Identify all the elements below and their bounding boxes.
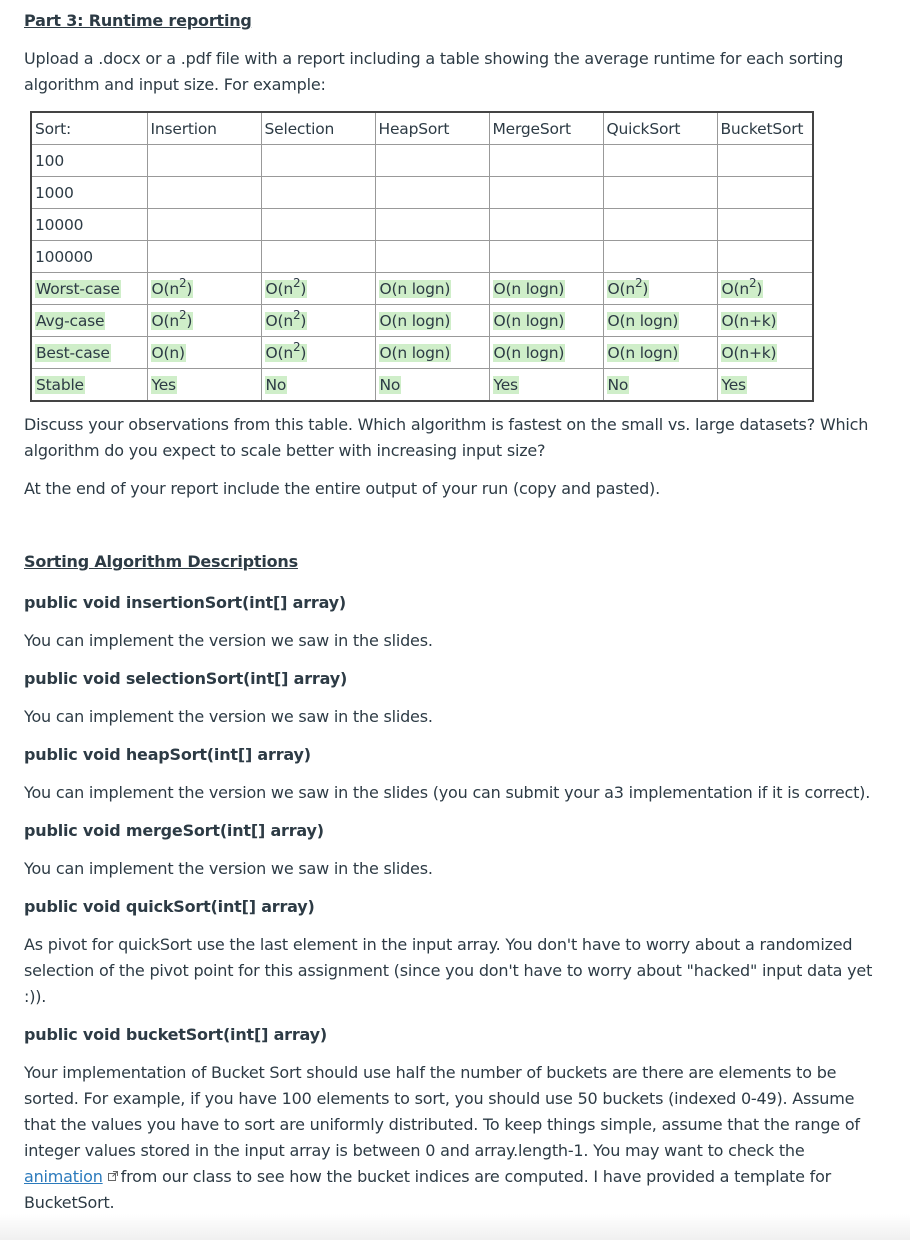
complexity-value <box>379 280 452 298</box>
descriptions-heading: Sorting Algorithm Descriptions <box>24 552 298 571</box>
complexity-label: Stable <box>36 375 84 394</box>
complexity-label-cell <box>31 273 147 305</box>
exponent: 2 <box>634 275 643 290</box>
table-row <box>31 273 813 305</box>
runtime-cell <box>147 209 261 241</box>
complexity-value <box>493 312 566 330</box>
runtime-cell <box>603 209 717 241</box>
size-label-cell: 1000 <box>31 177 147 209</box>
complexity-base: No <box>265 375 287 394</box>
complexity-base: O(n logn) <box>379 343 451 362</box>
runtime-cell <box>489 145 603 177</box>
size-label-cell: 100000 <box>31 241 147 273</box>
runtime-cell <box>489 177 603 209</box>
complexity-base: O(n logn) <box>493 279 565 298</box>
table-header-cell: Selection <box>261 112 375 145</box>
complexity-cell <box>717 337 813 369</box>
bucket-description <box>24 1060 864 1216</box>
runtime-cell <box>147 241 261 273</box>
complexity-cell <box>261 369 375 402</box>
bucket-description-text: Your implementation of Bucket Sort should use half the number of buckets are there are elements to be sorted. For example, if you have 100 elements to sort, you should use 50 buckets (indexed 0-49). Assume that the values you have to sort are uniformly distributed. To keep things simple, assume that the range of integer values stored in the input array is between 0 and array.length-1. You may want to check the <box>24 1063 860 1160</box>
runtime-cell <box>717 145 813 177</box>
complexity-base: O(n <box>265 279 293 298</box>
runtime-cell <box>261 241 375 273</box>
complexity-value <box>265 275 308 298</box>
complexity-value <box>721 344 778 362</box>
complexity-cell <box>603 369 717 402</box>
table-row <box>31 241 813 273</box>
complexity-value <box>151 344 186 362</box>
external-link-icon <box>108 1171 118 1181</box>
runtime-cell <box>489 209 603 241</box>
runtime-cell <box>375 209 489 241</box>
exponent: 2 <box>178 307 187 322</box>
complexity-cell <box>147 369 261 402</box>
runtime-cell <box>603 241 717 273</box>
complexity-value <box>607 275 650 298</box>
complexity-base: O(n logn) <box>607 343 679 362</box>
complexity-base: No <box>379 375 401 394</box>
table-header-cell: BucketSort <box>717 112 813 145</box>
table-header-row <box>31 112 813 145</box>
complexity-value <box>379 312 452 330</box>
complexity-cell <box>603 273 717 305</box>
complexity-value <box>493 376 519 394</box>
intro-paragraph: Upload a .docx or a .pdf file with a report including a table showing the average runtime for each sorting algorithm and input size. For example: <box>24 49 844 94</box>
complexity-base: O(n logn) <box>379 279 451 298</box>
complexity-base: O(n <box>151 279 179 298</box>
bucket-signature: public void bucketSort(int[] array) <box>24 1025 328 1044</box>
complexity-close: ) <box>186 279 193 298</box>
complexity-base: O(n logn) <box>379 311 451 330</box>
complexity-cell <box>375 305 489 337</box>
complexity-close: ) <box>300 343 307 362</box>
complexity-cell <box>261 305 375 337</box>
bucket-description-tail: from our class to see how the bucket indices are computed. I have provided a template for BucketSort. <box>24 1167 832 1212</box>
end-note: At the end of your report include the entire output of your run (copy and pasted). <box>24 479 660 498</box>
selection-description: You can implement the version we saw in the slides. <box>24 707 433 726</box>
complexity-value <box>607 376 630 394</box>
exponent: 2 <box>178 275 187 290</box>
complexity-value <box>607 344 680 362</box>
complexity-cell <box>147 273 261 305</box>
complexity-base: O(n <box>607 279 635 298</box>
complexity-cell <box>375 369 489 402</box>
complexity-value <box>265 339 308 362</box>
runtime-cell <box>261 177 375 209</box>
complexity-value <box>379 344 452 362</box>
runtime-cell <box>261 145 375 177</box>
complexity-value <box>493 280 566 298</box>
complexity-base: O(n <box>265 311 293 330</box>
complexity-close: ) <box>300 279 307 298</box>
heap-signature: public void heapSort(int[] array) <box>24 745 311 764</box>
quick-description: As pivot for quickSort use the last element in the input array. You don't have to worry about a randomized selection of the pivot point for this assignment (since you don't have to worry about "hacked" input data yet :)). <box>24 935 873 1006</box>
insertion-description: You can implement the version we saw in the slides. <box>24 631 433 650</box>
table-row <box>31 177 813 209</box>
table-row <box>31 337 813 369</box>
table-row <box>31 209 813 241</box>
complexity-value <box>607 312 680 330</box>
complexity-cell <box>375 273 489 305</box>
exponent: 2 <box>748 275 757 290</box>
complexity-base: Yes <box>151 375 176 394</box>
complexity-cell <box>489 369 603 402</box>
complexity-cell <box>261 337 375 369</box>
complexity-cell <box>489 273 603 305</box>
complexity-base: O(n logn) <box>607 311 679 330</box>
runtime-cell <box>603 177 717 209</box>
complexity-cell <box>717 305 813 337</box>
complexity-cell <box>489 337 603 369</box>
table-header-cell: Insertion <box>147 112 261 145</box>
table-header-cell: HeapSort <box>375 112 489 145</box>
complexity-cell <box>375 337 489 369</box>
complexity-cell <box>147 305 261 337</box>
complexity-label: Worst-case <box>36 279 120 298</box>
exponent: 2 <box>292 339 301 354</box>
complexity-base: O(n+k) <box>721 311 777 330</box>
complexity-cell <box>489 305 603 337</box>
complexity-label-cell <box>31 337 147 369</box>
complexity-base: O(n logn) <box>493 343 565 362</box>
runtime-cell <box>375 145 489 177</box>
complexity-close: ) <box>756 279 763 298</box>
complexity-label: Avg-case <box>36 311 105 330</box>
runtime-cell <box>261 209 375 241</box>
heap-description: You can implement the version we saw in the slides (you can submit your a3 implementation if it is correct). <box>24 783 871 802</box>
runtime-cell <box>147 177 261 209</box>
complexity-close: ) <box>300 311 307 330</box>
runtime-cell <box>375 241 489 273</box>
complexity-base: O(n+k) <box>721 343 777 362</box>
complexity-value <box>379 376 402 394</box>
animation-link[interactable]: animation <box>24 1167 103 1186</box>
runtime-cell <box>717 209 813 241</box>
complexity-cell <box>147 337 261 369</box>
table-header-cell: MergeSort <box>489 112 603 145</box>
runtime-cell <box>717 177 813 209</box>
runtime-cell <box>375 177 489 209</box>
complexity-value <box>151 275 194 298</box>
merge-signature: public void mergeSort(int[] array) <box>24 821 324 840</box>
complexity-base: Yes <box>493 375 518 394</box>
complexity-base: O(n <box>151 311 179 330</box>
complexity-label: Best-case <box>36 343 110 362</box>
size-label-cell: 100 <box>31 145 147 177</box>
exponent: 2 <box>292 307 301 322</box>
part-heading: Part 3: Runtime reporting <box>24 11 252 30</box>
runtime-cell <box>717 241 813 273</box>
complexity-value <box>151 376 177 394</box>
complexity-label-cell <box>31 305 147 337</box>
complexity-value <box>721 275 764 298</box>
table-header-cell: QuickSort <box>603 112 717 145</box>
complexity-cell <box>603 337 717 369</box>
complexity-base: O(n <box>721 279 749 298</box>
complexity-label-cell <box>31 369 147 402</box>
insertion-signature: public void insertionSort(int[] array) <box>24 593 347 612</box>
table-row <box>31 369 813 402</box>
complexity-value <box>493 344 566 362</box>
complexity-value <box>151 307 194 330</box>
bottom-fade <box>0 1214 910 1240</box>
complexity-close: ) <box>642 279 649 298</box>
complexity-cell <box>261 273 375 305</box>
table-row <box>31 305 813 337</box>
merge-description: You can implement the version we saw in the slides. <box>24 859 433 878</box>
complexity-value <box>721 376 747 394</box>
complexity-value <box>265 307 308 330</box>
complexity-value <box>265 376 288 394</box>
table-row <box>31 145 813 177</box>
complexity-base: No <box>607 375 629 394</box>
complexity-base: O(n) <box>151 343 185 362</box>
runtime-cell <box>147 145 261 177</box>
table-header-cell: Sort: <box>31 112 147 145</box>
quick-signature: public void quickSort(int[] array) <box>24 897 315 916</box>
complexity-cell <box>717 369 813 402</box>
complexity-cell <box>717 273 813 305</box>
runtime-table <box>30 111 814 402</box>
complexity-base: O(n <box>265 343 293 362</box>
complexity-close: ) <box>186 311 193 330</box>
runtime-cell <box>489 241 603 273</box>
runtime-cell <box>603 145 717 177</box>
complexity-cell <box>603 305 717 337</box>
exponent: 2 <box>292 275 301 290</box>
complexity-value <box>721 312 778 330</box>
selection-signature: public void selectionSort(int[] array) <box>24 669 348 688</box>
complexity-base: O(n logn) <box>493 311 565 330</box>
complexity-base: Yes <box>721 375 746 394</box>
size-label-cell: 10000 <box>31 209 147 241</box>
discuss-paragraph: Discuss your observations from this table. Which algorithm is fastest on the small vs. large datasets? Which algorithm do you expect to scale better with increasing input size? <box>24 415 869 460</box>
